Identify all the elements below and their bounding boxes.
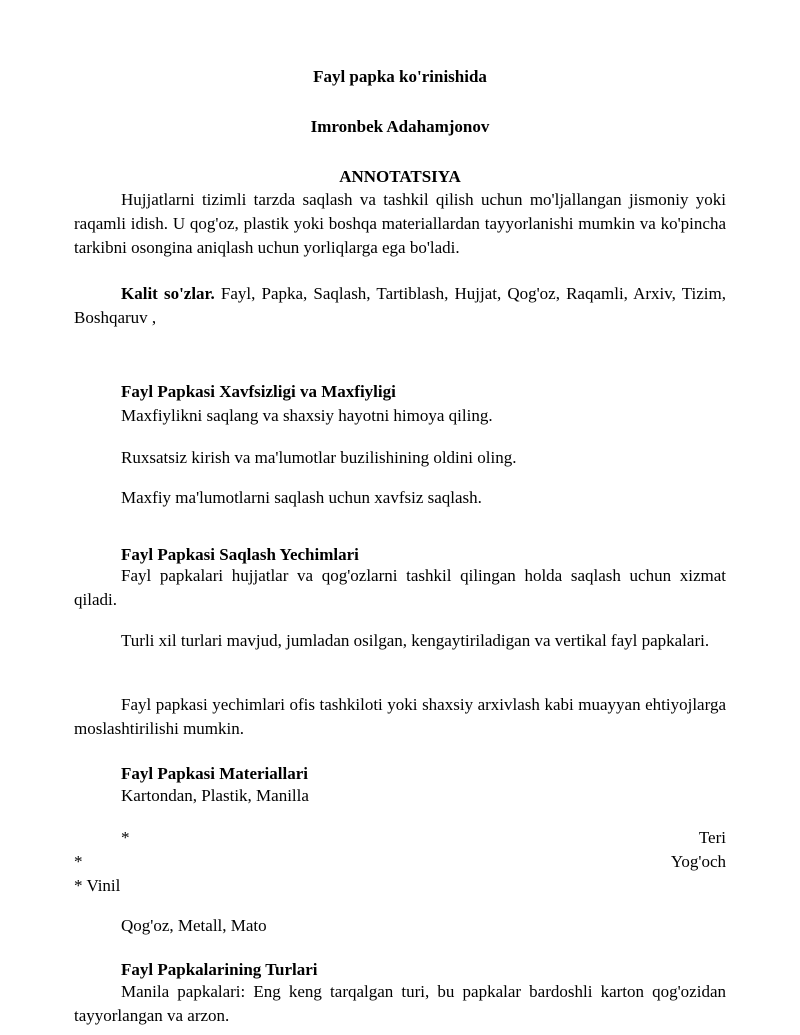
annotation-text: Hujjatlarni tizimli tarzda saqlash va tashkil qilish uchun mo'ljallangan jismoniy yoki raqamli idish. U qog'oz, plastik yoki boshqa materiallardan tayyorlanishi mumkin va ko'pincha tarkibni osongina aniqlash uchun yorliqlarga ega bo'ladi. — [74, 190, 726, 257]
types-heading: Fayl Papkalarining Turlari — [121, 960, 318, 979]
storage-paragraph: Fayl papkasi yechimlari ofis tashkiloti yoki shaxsiy arxivlash kabi muayyan ehtiyojlarga moslashtirilishi mumkin. — [74, 695, 726, 738]
materials-vinil: * Vinil — [74, 876, 121, 895]
materials-line: Qog'oz, Metall, Mato — [121, 916, 267, 935]
annotation-heading: ANNOTATSIYA — [339, 167, 461, 186]
types-paragraph: Manila papkalari: Eng keng tarqalgan turi, bu papkalar bardoshli karton qog'ozidan tayyorlangan va arzon. — [74, 982, 726, 1025]
security-item: Maxfiylikni saqlang va shaxsiy hayotni himoya qiling. — [121, 406, 493, 425]
security-item: Maxfiy ma'lumotlarni saqlash uchun xavfsiz saqlash. — [121, 488, 482, 507]
security-heading: Fayl Papkasi Xavfsizligi va Maxfiyligi — [121, 382, 396, 401]
storage-heading: Fayl Papkasi Saqlash Yechimlari — [121, 545, 359, 564]
document-author: Imronbek Adahamjonov — [310, 117, 490, 136]
storage-paragraph: Turli xil turlari mavjud, jumladan osilgan, kengaytiriladigan va vertikal fayl papkalari. — [121, 631, 710, 650]
keywords-paragraph — [74, 282, 726, 330]
materials-bullet: * — [74, 852, 83, 871]
materials-heading: Fayl Papkasi Materiallari — [121, 764, 308, 783]
keywords-label: Kalit so'zlar. — [121, 284, 215, 303]
annotation-paragraph — [74, 188, 726, 260]
materials-yogoch: Yog'och — [670, 852, 726, 871]
materials-line: Kartondan, Plastik, Manilla — [121, 786, 309, 805]
materials-bullet: * — [121, 828, 130, 847]
security-item: Ruxsatsiz kirish va ma'lumotlar buzilishining oldini oling. — [121, 448, 517, 467]
storage-paragraph: Fayl papkalari hujjatlar va qog'ozlarni tashkil qilingan holda saqlash uchun xizmat qiladi. — [74, 566, 726, 609]
keywords-text: Fayl, Papka, Saqlash, Tartiblash, Hujjat, Qog'oz, Raqamli, Arxiv, Tizim, Boshqaruv , — [74, 284, 726, 327]
document-title: Fayl papka ko'rinishida — [313, 67, 487, 86]
materials-teri: Teri — [698, 828, 726, 847]
